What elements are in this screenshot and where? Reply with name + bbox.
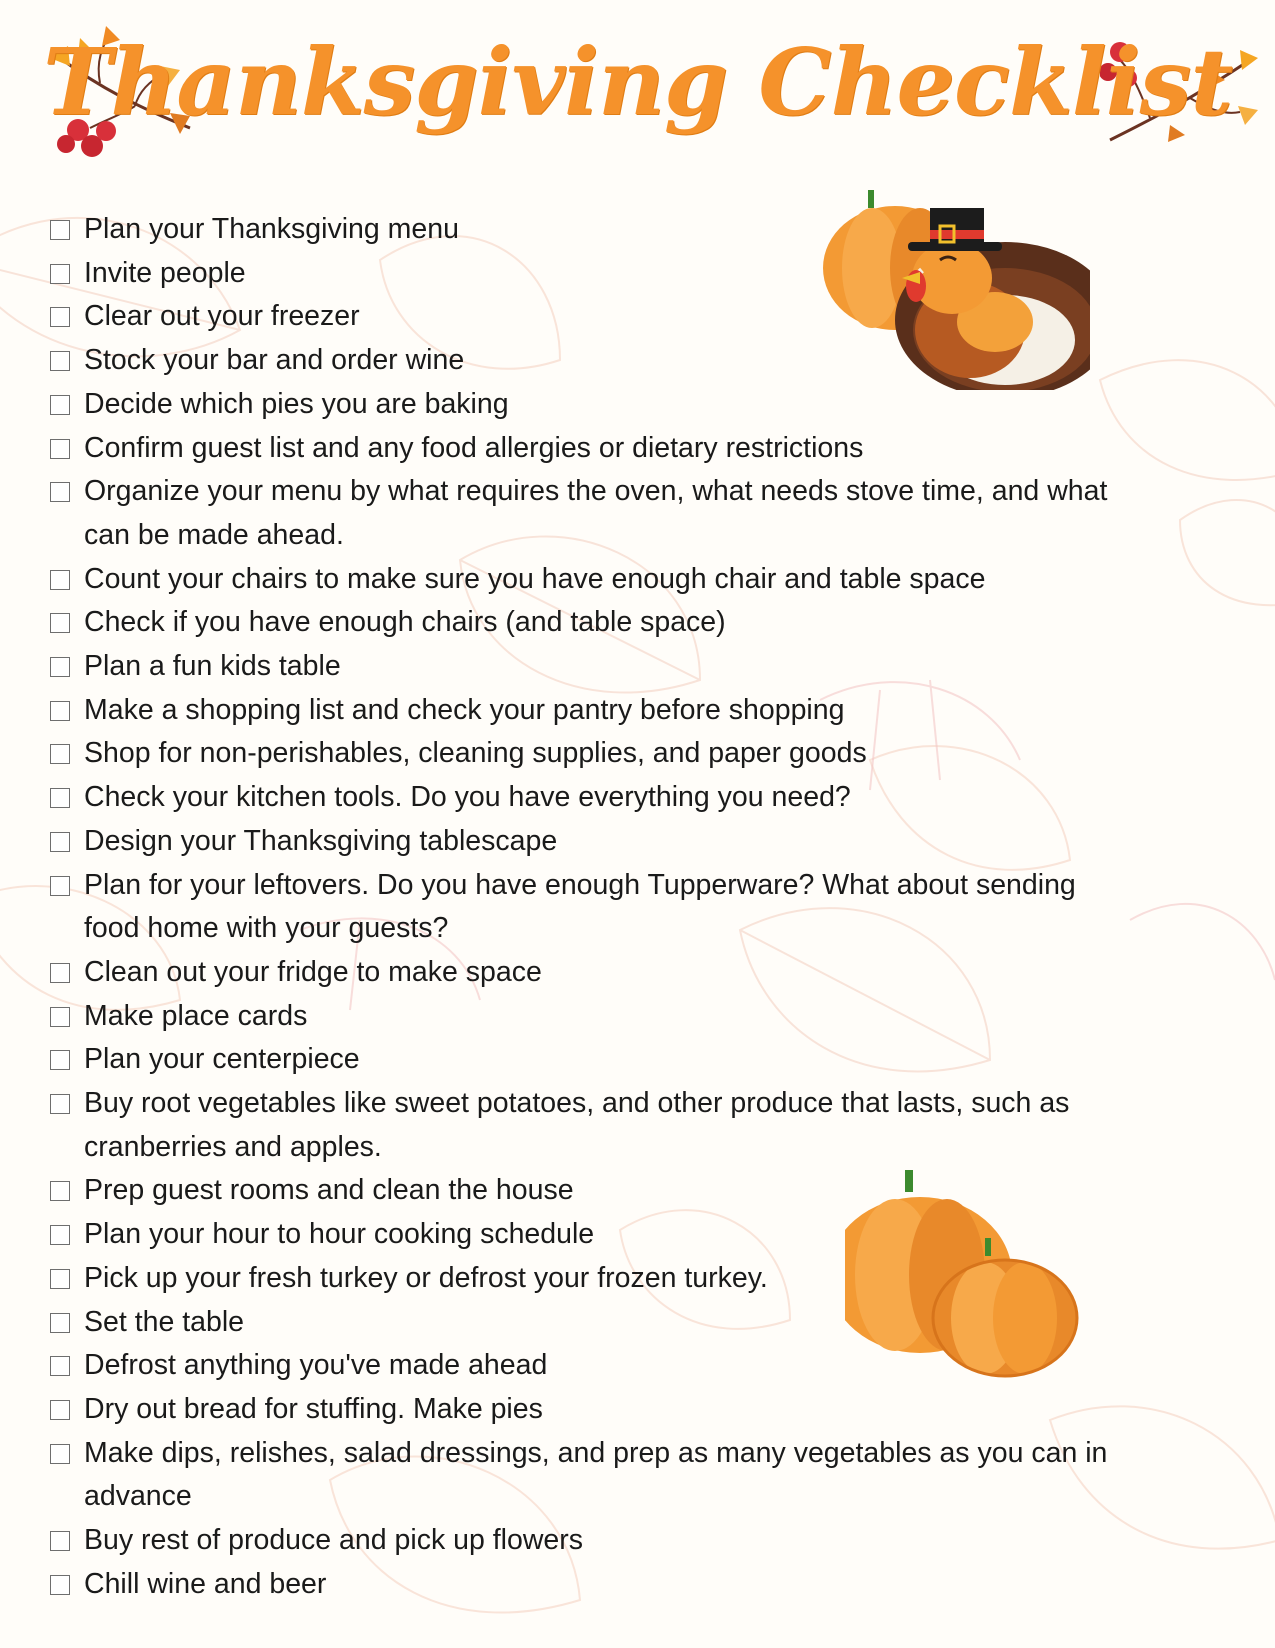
checklist	[50, 208, 1120, 1607]
checklist-item-label: Make place cards	[84, 999, 308, 1032]
checklist-item-label: Organize your menu by what requires the oven, what needs stove time, and what can be made ahead.	[84, 475, 1108, 551]
checklist-item	[50, 1213, 1120, 1257]
checklist-item	[50, 1301, 1120, 1345]
checklist-item	[50, 995, 1120, 1039]
checkbox[interactable]	[50, 613, 70, 633]
checklist-item-label: Set the table	[84, 1305, 245, 1338]
checklist-item-label: Invite people	[84, 256, 246, 289]
checklist-item-label: Plan for your leftovers. Do you have enough Tupperware? What about sending food home with your guests?	[84, 868, 1076, 945]
checklist-item-label: Plan your hour to hour cooking schedule	[84, 1218, 595, 1251]
checkbox[interactable]	[50, 395, 70, 415]
checklist-item	[50, 1344, 1120, 1388]
checkbox[interactable]	[50, 1400, 70, 1420]
checkbox[interactable]	[50, 1575, 70, 1595]
checklist-item	[50, 864, 1120, 951]
checklist-item	[50, 820, 1120, 864]
checkbox[interactable]	[50, 439, 70, 459]
checkbox[interactable]	[50, 1531, 70, 1551]
checklist-item-label: Check if you have enough chairs (and table space)	[84, 606, 726, 639]
checklist-item-label: Buy root vegetables like sweet potatoes, and other produce that lasts, such as cranberries and apples.	[84, 1087, 1070, 1163]
checklist-item-label: Count your chairs to make sure you have enough chair and table space	[84, 562, 986, 595]
checklist-item-label: Make dips, relishes, salad dressings, and prep as many vegetables as you can in advance	[84, 1436, 1108, 1513]
checklist-item	[50, 208, 1120, 252]
checkbox[interactable]	[50, 570, 70, 590]
checkbox[interactable]	[50, 963, 70, 983]
checklist-item-label: Prep guest rooms and clean the house	[84, 1174, 574, 1207]
checklist-item-label: Plan a fun kids table	[84, 650, 341, 683]
checkbox[interactable]	[50, 1050, 70, 1070]
checklist-item-label: Plan your Thanksgiving menu	[84, 213, 459, 245]
checkbox[interactable]	[50, 1225, 70, 1245]
checklist-item	[50, 295, 1120, 339]
checklist-item-label: Chill wine and beer	[84, 1567, 327, 1600]
checklist-item	[50, 1082, 1120, 1169]
checklist-item	[50, 1388, 1120, 1432]
checklist-item	[50, 732, 1120, 776]
checklist-item-label: Plan your centerpiece	[84, 1043, 360, 1076]
checklist-item-label: Design your Thanksgiving tablescape	[84, 824, 558, 857]
checklist-item	[50, 1563, 1120, 1607]
checklist-item	[50, 951, 1120, 995]
page-title: Thanksgiving Checklist	[43, 28, 1232, 136]
checklist-item-label: Check your kitchen tools. Do you have everything you need?	[84, 781, 851, 814]
checkbox[interactable]	[50, 1181, 70, 1201]
checkbox[interactable]	[50, 351, 70, 371]
checklist-item	[50, 427, 1120, 471]
checklist-item-label: Stock your bar and order wine	[84, 344, 465, 377]
checklist-item-label: Shop for non-perishables, cleaning supplies, and paper goods	[84, 737, 867, 770]
checklist-item	[50, 689, 1120, 733]
checklist-item	[50, 1038, 1120, 1082]
checklist-item-label: Confirm guest list and any food allergies or dietary restrictions	[84, 431, 864, 464]
checkbox[interactable]	[50, 657, 70, 677]
checkbox[interactable]	[50, 1269, 70, 1289]
checklist-item-label: Buy rest of produce and pick up flowers	[84, 1524, 584, 1557]
checklist-item	[50, 776, 1120, 820]
checklist-item	[50, 1257, 1120, 1301]
checklist-item-label: Decide which pies you are baking	[84, 387, 509, 420]
checkbox[interactable]	[50, 1356, 70, 1376]
checklist-item-label: Clean out your fridge to make space	[84, 955, 542, 988]
checklist-item	[50, 601, 1120, 645]
checkbox[interactable]	[50, 1313, 70, 1333]
checklist-item-label: Clear out your freezer	[84, 300, 360, 333]
checklist-item	[50, 558, 1120, 602]
checklist-item	[50, 1519, 1120, 1563]
checkbox[interactable]	[50, 832, 70, 852]
checklist-item	[50, 252, 1120, 296]
checklist-item-label: Pick up your fresh turkey or defrost your frozen turkey.	[84, 1261, 768, 1294]
checkbox[interactable]	[50, 264, 70, 284]
checklist-item	[50, 1432, 1120, 1519]
checkbox[interactable]	[50, 701, 70, 721]
checklist-item-label: Make a shopping list and check your pantry before shopping	[84, 693, 845, 726]
checkbox[interactable]	[50, 307, 70, 327]
checklist-item	[50, 470, 1120, 557]
checklist-item	[50, 645, 1120, 689]
checkbox[interactable]	[50, 1007, 70, 1027]
checkbox[interactable]	[50, 1444, 70, 1464]
checkbox[interactable]	[50, 876, 70, 896]
checklist-item	[50, 1169, 1120, 1213]
checklist-item-label: Dry out bread for stuffing. Make pies	[84, 1392, 543, 1425]
checkbox[interactable]	[50, 744, 70, 764]
checklist-item	[50, 339, 1120, 383]
checkbox[interactable]	[50, 482, 70, 502]
checkbox[interactable]	[50, 788, 70, 808]
checkbox[interactable]	[50, 1094, 70, 1114]
checkbox[interactable]	[50, 220, 70, 240]
checklist-item	[50, 383, 1120, 427]
checklist-item-label: Defrost anything you've made ahead	[84, 1349, 548, 1382]
